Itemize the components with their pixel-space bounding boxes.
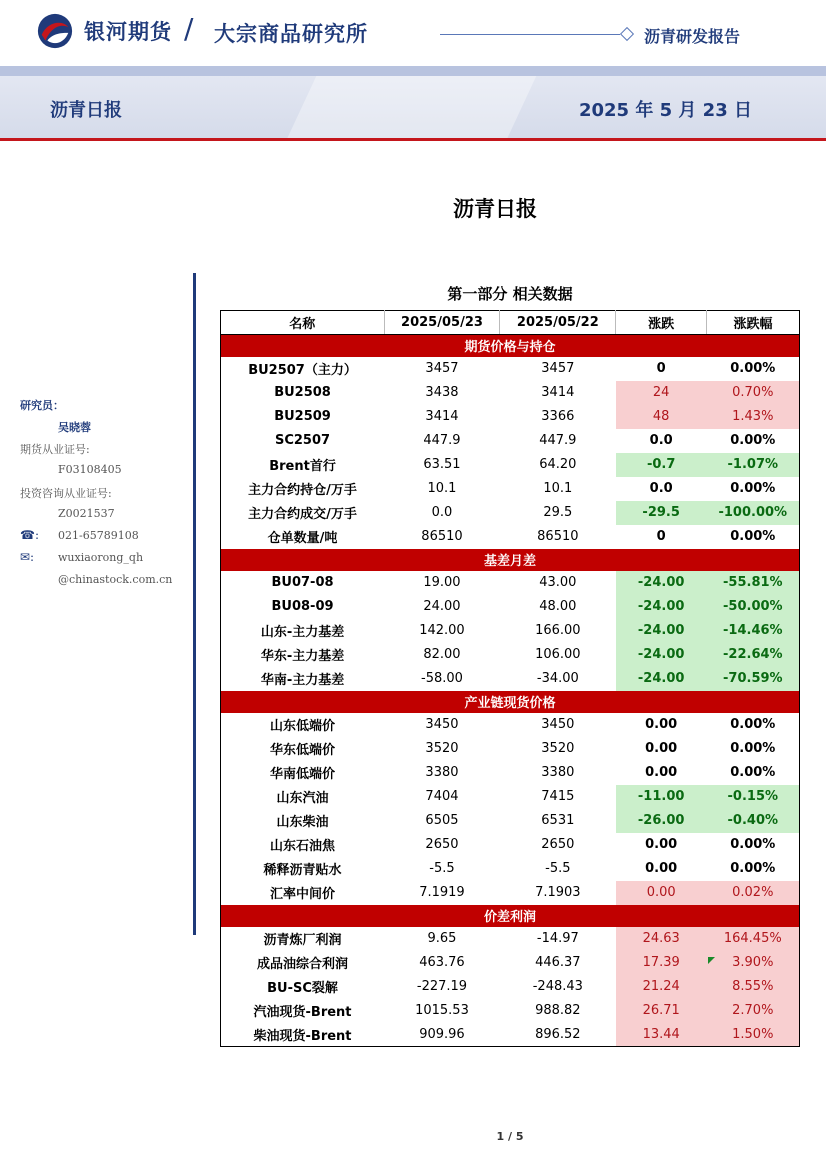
change-pct-cell: 0.70% xyxy=(707,381,800,405)
value-previous: 7415 xyxy=(541,789,575,804)
value-previous: 2650 xyxy=(541,837,575,852)
value-current: 9.65 xyxy=(427,931,457,946)
value-current: -5.5 xyxy=(429,861,455,876)
table-body xyxy=(221,335,800,1047)
row-name: 沥青炼厂利润 xyxy=(263,933,342,948)
change-cell: 0.00 xyxy=(645,741,678,756)
change-cell: -24.00 xyxy=(616,643,707,667)
value-current: 142.00 xyxy=(419,623,465,638)
value-previous: 3450 xyxy=(541,717,575,732)
header-change: 涨跌 xyxy=(616,311,707,335)
value-previous: 988.82 xyxy=(535,1003,581,1018)
value-previous: 10.1 xyxy=(543,481,573,496)
change-pct-cell: 8.55% xyxy=(707,975,800,999)
change-pct-cell: 0.00% xyxy=(730,765,776,780)
header-divider: / xyxy=(184,12,194,45)
row-name: 华南低端价 xyxy=(270,767,336,782)
row-name: 主力合约持仓/万手 xyxy=(248,483,357,498)
table-row xyxy=(221,643,800,667)
value-current: 2650 xyxy=(425,837,459,852)
change-pct-cell: 0.00% xyxy=(730,433,776,448)
table-row xyxy=(221,927,800,951)
table-header-row xyxy=(221,311,800,335)
row-name: BU2507（主力） xyxy=(248,363,357,378)
row-name: 成品油综合利润 xyxy=(257,957,349,972)
value-previous: 29.5 xyxy=(543,505,573,520)
value-current: 7.1919 xyxy=(419,885,465,900)
table-row xyxy=(221,857,800,881)
row-name: 山东低端价 xyxy=(270,719,336,734)
change-cell: -24.00 xyxy=(616,595,707,619)
change-pct-cell: 1.50% xyxy=(707,1023,800,1047)
change-pct-cell: 0.02% xyxy=(707,881,800,905)
value-current: 447.9 xyxy=(423,433,461,448)
table-row xyxy=(221,619,800,643)
change-cell: 0 xyxy=(656,529,666,544)
change-cell: -29.5 xyxy=(616,501,707,525)
value-previous: 106.00 xyxy=(535,647,581,662)
phone-number: 021-65789108 xyxy=(58,529,139,542)
row-name: 稀释沥青贴水 xyxy=(263,863,342,878)
table-group-row xyxy=(221,549,800,571)
change-pct-cell: -22.64% xyxy=(707,643,800,667)
change-cell: 0.0 xyxy=(649,481,673,496)
change-cell: 17.39 xyxy=(616,951,707,975)
value-current: 10.1 xyxy=(427,481,457,496)
change-cell: 0.0 xyxy=(649,433,673,448)
sidebar-divider xyxy=(193,273,196,935)
group-title: 价差利润 xyxy=(221,905,800,927)
table-row xyxy=(221,525,800,549)
table-row xyxy=(221,477,800,501)
change-pct-cell: 0.00% xyxy=(730,529,776,544)
change-cell: 24 xyxy=(616,381,707,405)
comment-marker-icon xyxy=(708,957,715,964)
row-name: 主力合约成交/万手 xyxy=(248,507,357,522)
value-current: 6505 xyxy=(425,813,459,828)
change-cell: -26.00 xyxy=(616,809,707,833)
value-previous: 896.52 xyxy=(535,1026,581,1042)
table-group-row xyxy=(221,335,800,357)
group-title: 期货价格与持仓 xyxy=(221,335,800,357)
group-title: 产业链现货价格 xyxy=(221,691,800,713)
value-previous: 3366 xyxy=(541,409,575,424)
value-current: -58.00 xyxy=(421,671,463,686)
change-cell: -11.00 xyxy=(616,785,707,809)
table-group-row xyxy=(221,905,800,927)
row-name: 仓单数量/吨 xyxy=(267,531,338,546)
value-current: 63.51 xyxy=(423,457,461,472)
report-date: 2025 年 5 月 23 日 xyxy=(578,100,752,121)
band-title: 沥青日报 xyxy=(50,100,122,121)
table-row xyxy=(221,1023,800,1047)
researcher-label: 研究员： xyxy=(20,399,64,412)
value-previous: 3457 xyxy=(541,361,575,376)
band-gloss xyxy=(274,76,545,138)
value-previous: 64.20 xyxy=(539,457,577,472)
table-row xyxy=(221,453,800,477)
section-title: 第一部分 相关数据 xyxy=(447,285,573,303)
document-title: 沥青日报 xyxy=(453,197,537,221)
change-pct-cell: 3.90% xyxy=(707,951,800,975)
row-name: 山东-主力基差 xyxy=(260,625,345,640)
change-pct-cell: 1.43% xyxy=(707,405,800,429)
diamond-icon xyxy=(620,27,634,41)
value-previous: 166.00 xyxy=(535,623,581,638)
value-current: 1015.53 xyxy=(415,1003,469,1018)
email-icon: ✉: xyxy=(20,550,35,564)
change-pct-cell: 0.00% xyxy=(730,717,776,732)
table-row xyxy=(221,713,800,737)
value-previous: 3520 xyxy=(541,741,575,756)
change-pct-cell: -70.59% xyxy=(707,667,800,691)
value-current: 86510 xyxy=(421,529,463,544)
table-row xyxy=(221,975,800,999)
institute-name: 大宗商品研究所 xyxy=(214,22,368,46)
table-row xyxy=(221,785,800,809)
value-current: 0.0 xyxy=(431,505,453,520)
change-pct-cell: -14.46% xyxy=(707,619,800,643)
phone-icon: ☎: xyxy=(20,528,39,542)
value-current: 909.96 xyxy=(419,1026,465,1042)
table-row xyxy=(221,357,800,381)
value-previous: -248.43 xyxy=(532,979,583,994)
advisory-license-label: 投资咨询从业证号: xyxy=(20,487,112,500)
value-previous: 7.1903 xyxy=(535,885,581,900)
change-pct-cell: 0.00% xyxy=(730,741,776,756)
row-name: Brent首行 xyxy=(269,459,336,474)
change-cell: 0.00 xyxy=(645,837,678,852)
value-previous: 3414 xyxy=(541,385,575,400)
table-row xyxy=(221,501,800,525)
value-current: 3438 xyxy=(425,385,459,400)
row-name: BU08-09 xyxy=(271,599,334,614)
row-name: BU07-08 xyxy=(271,575,334,590)
row-name: 山东柴油 xyxy=(276,815,329,830)
futures-license-label: 期货从业证号: xyxy=(20,443,90,456)
group-title: 基差月差 xyxy=(221,549,800,571)
change-pct-cell: 0.00% xyxy=(730,861,776,876)
advisory-license: Z0021537 xyxy=(58,507,115,520)
value-previous: 3380 xyxy=(541,765,575,780)
value-current: 3450 xyxy=(425,717,459,732)
change-pct-cell: 0.00% xyxy=(730,837,776,852)
change-cell: 13.44 xyxy=(616,1023,707,1047)
value-previous: 43.00 xyxy=(539,575,577,590)
row-name: 汽油现货-Brent xyxy=(253,1005,352,1020)
value-previous: 447.9 xyxy=(539,433,577,448)
change-pct-cell: -100.00% xyxy=(707,501,800,525)
value-current: 3520 xyxy=(425,741,459,756)
value-previous: 446.37 xyxy=(535,955,581,970)
header-date-current: 2025/05/23 xyxy=(384,311,500,335)
email-line-2: @chinastock.com.cn xyxy=(58,573,173,586)
row-name: 华东低端价 xyxy=(270,743,336,758)
page-number: 1 / 5 xyxy=(496,1130,524,1143)
value-previous: 48.00 xyxy=(539,599,577,614)
header-rule xyxy=(440,34,620,35)
change-cell: 0.00 xyxy=(645,765,678,780)
value-previous: 86510 xyxy=(537,529,579,544)
futures-license: F03108405 xyxy=(58,463,122,476)
value-previous: -34.00 xyxy=(536,671,579,686)
table-row xyxy=(221,809,800,833)
change-pct-cell: 0.00% xyxy=(730,361,776,376)
change-pct-cell: -0.40% xyxy=(707,809,800,833)
table-row xyxy=(221,881,800,905)
page-header xyxy=(0,0,826,66)
row-name: SC2507 xyxy=(274,433,331,448)
change-pct-cell: -50.00% xyxy=(707,595,800,619)
change-cell: 0.00 xyxy=(645,861,678,876)
change-pct-cell: 0.00% xyxy=(730,481,776,496)
logo-text: 银河期货 xyxy=(84,20,172,44)
header-date-previous: 2025/05/22 xyxy=(500,311,616,335)
header-band-top xyxy=(0,66,826,76)
table-row xyxy=(221,571,800,595)
table-row xyxy=(221,737,800,761)
change-cell: 26.71 xyxy=(616,999,707,1023)
value-current: 3414 xyxy=(425,409,459,424)
table-row xyxy=(221,595,800,619)
value-current: 3457 xyxy=(425,361,459,376)
change-cell: -0.7 xyxy=(616,453,707,477)
change-pct-cell: -1.07% xyxy=(707,453,800,477)
change-cell: 0 xyxy=(656,361,666,376)
table-row xyxy=(221,833,800,857)
value-current: -227.19 xyxy=(416,979,468,994)
change-pct-cell: -0.15% xyxy=(707,785,800,809)
row-name: BU-SC裂解 xyxy=(267,981,338,996)
table-row xyxy=(221,405,800,429)
row-name: BU2508 xyxy=(274,385,331,400)
row-name: 华南-主力基差 xyxy=(260,673,345,688)
researcher-name: 吴晓蓉 xyxy=(58,421,91,434)
value-current: 82.00 xyxy=(423,647,461,662)
table-row xyxy=(221,667,800,691)
table-group-row xyxy=(221,691,800,713)
value-previous: -5.5 xyxy=(545,861,571,876)
change-cell: -24.00 xyxy=(616,571,707,595)
value-current: 3380 xyxy=(425,765,459,780)
change-pct-cell: 2.70% xyxy=(707,999,800,1023)
row-name: 汇率中间价 xyxy=(270,887,336,902)
change-cell: -24.00 xyxy=(616,619,707,643)
change-cell: 0.00 xyxy=(645,717,678,732)
value-previous: -14.97 xyxy=(536,931,579,946)
row-name: 华东-主力基差 xyxy=(260,649,345,664)
table-row xyxy=(221,381,800,405)
change-cell: -24.00 xyxy=(616,667,707,691)
row-name: 山东石油焦 xyxy=(270,839,336,854)
header-band-rule xyxy=(0,138,826,141)
value-current: 463.76 xyxy=(419,955,465,970)
change-pct-cell: -55.81% xyxy=(707,571,800,595)
table-row xyxy=(221,761,800,785)
value-current: 19.00 xyxy=(423,575,461,590)
value-current: 24.00 xyxy=(423,599,461,614)
table-row xyxy=(221,429,800,453)
row-name: BU2509 xyxy=(274,409,331,424)
row-name: 山东汽油 xyxy=(276,791,329,806)
header-name: 名称 xyxy=(221,311,385,335)
table-row xyxy=(221,999,800,1023)
galaxy-logo-icon xyxy=(36,12,74,50)
header-change-pct: 涨跌幅 xyxy=(707,311,800,335)
change-cell: 21.24 xyxy=(616,975,707,999)
change-cell: 48 xyxy=(616,405,707,429)
change-cell: 24.63 xyxy=(616,927,707,951)
value-previous: 6531 xyxy=(541,813,575,828)
change-pct-cell: 164.45% xyxy=(707,927,800,951)
value-current: 7404 xyxy=(425,789,459,804)
report-type: 沥青研发报告 xyxy=(644,27,741,46)
email-line-1: wuxiaorong_qh xyxy=(58,551,144,564)
data-table xyxy=(220,310,800,1047)
row-name: 柴油现货-Brent xyxy=(253,1028,352,1044)
change-cell: 0.00 xyxy=(616,881,707,905)
